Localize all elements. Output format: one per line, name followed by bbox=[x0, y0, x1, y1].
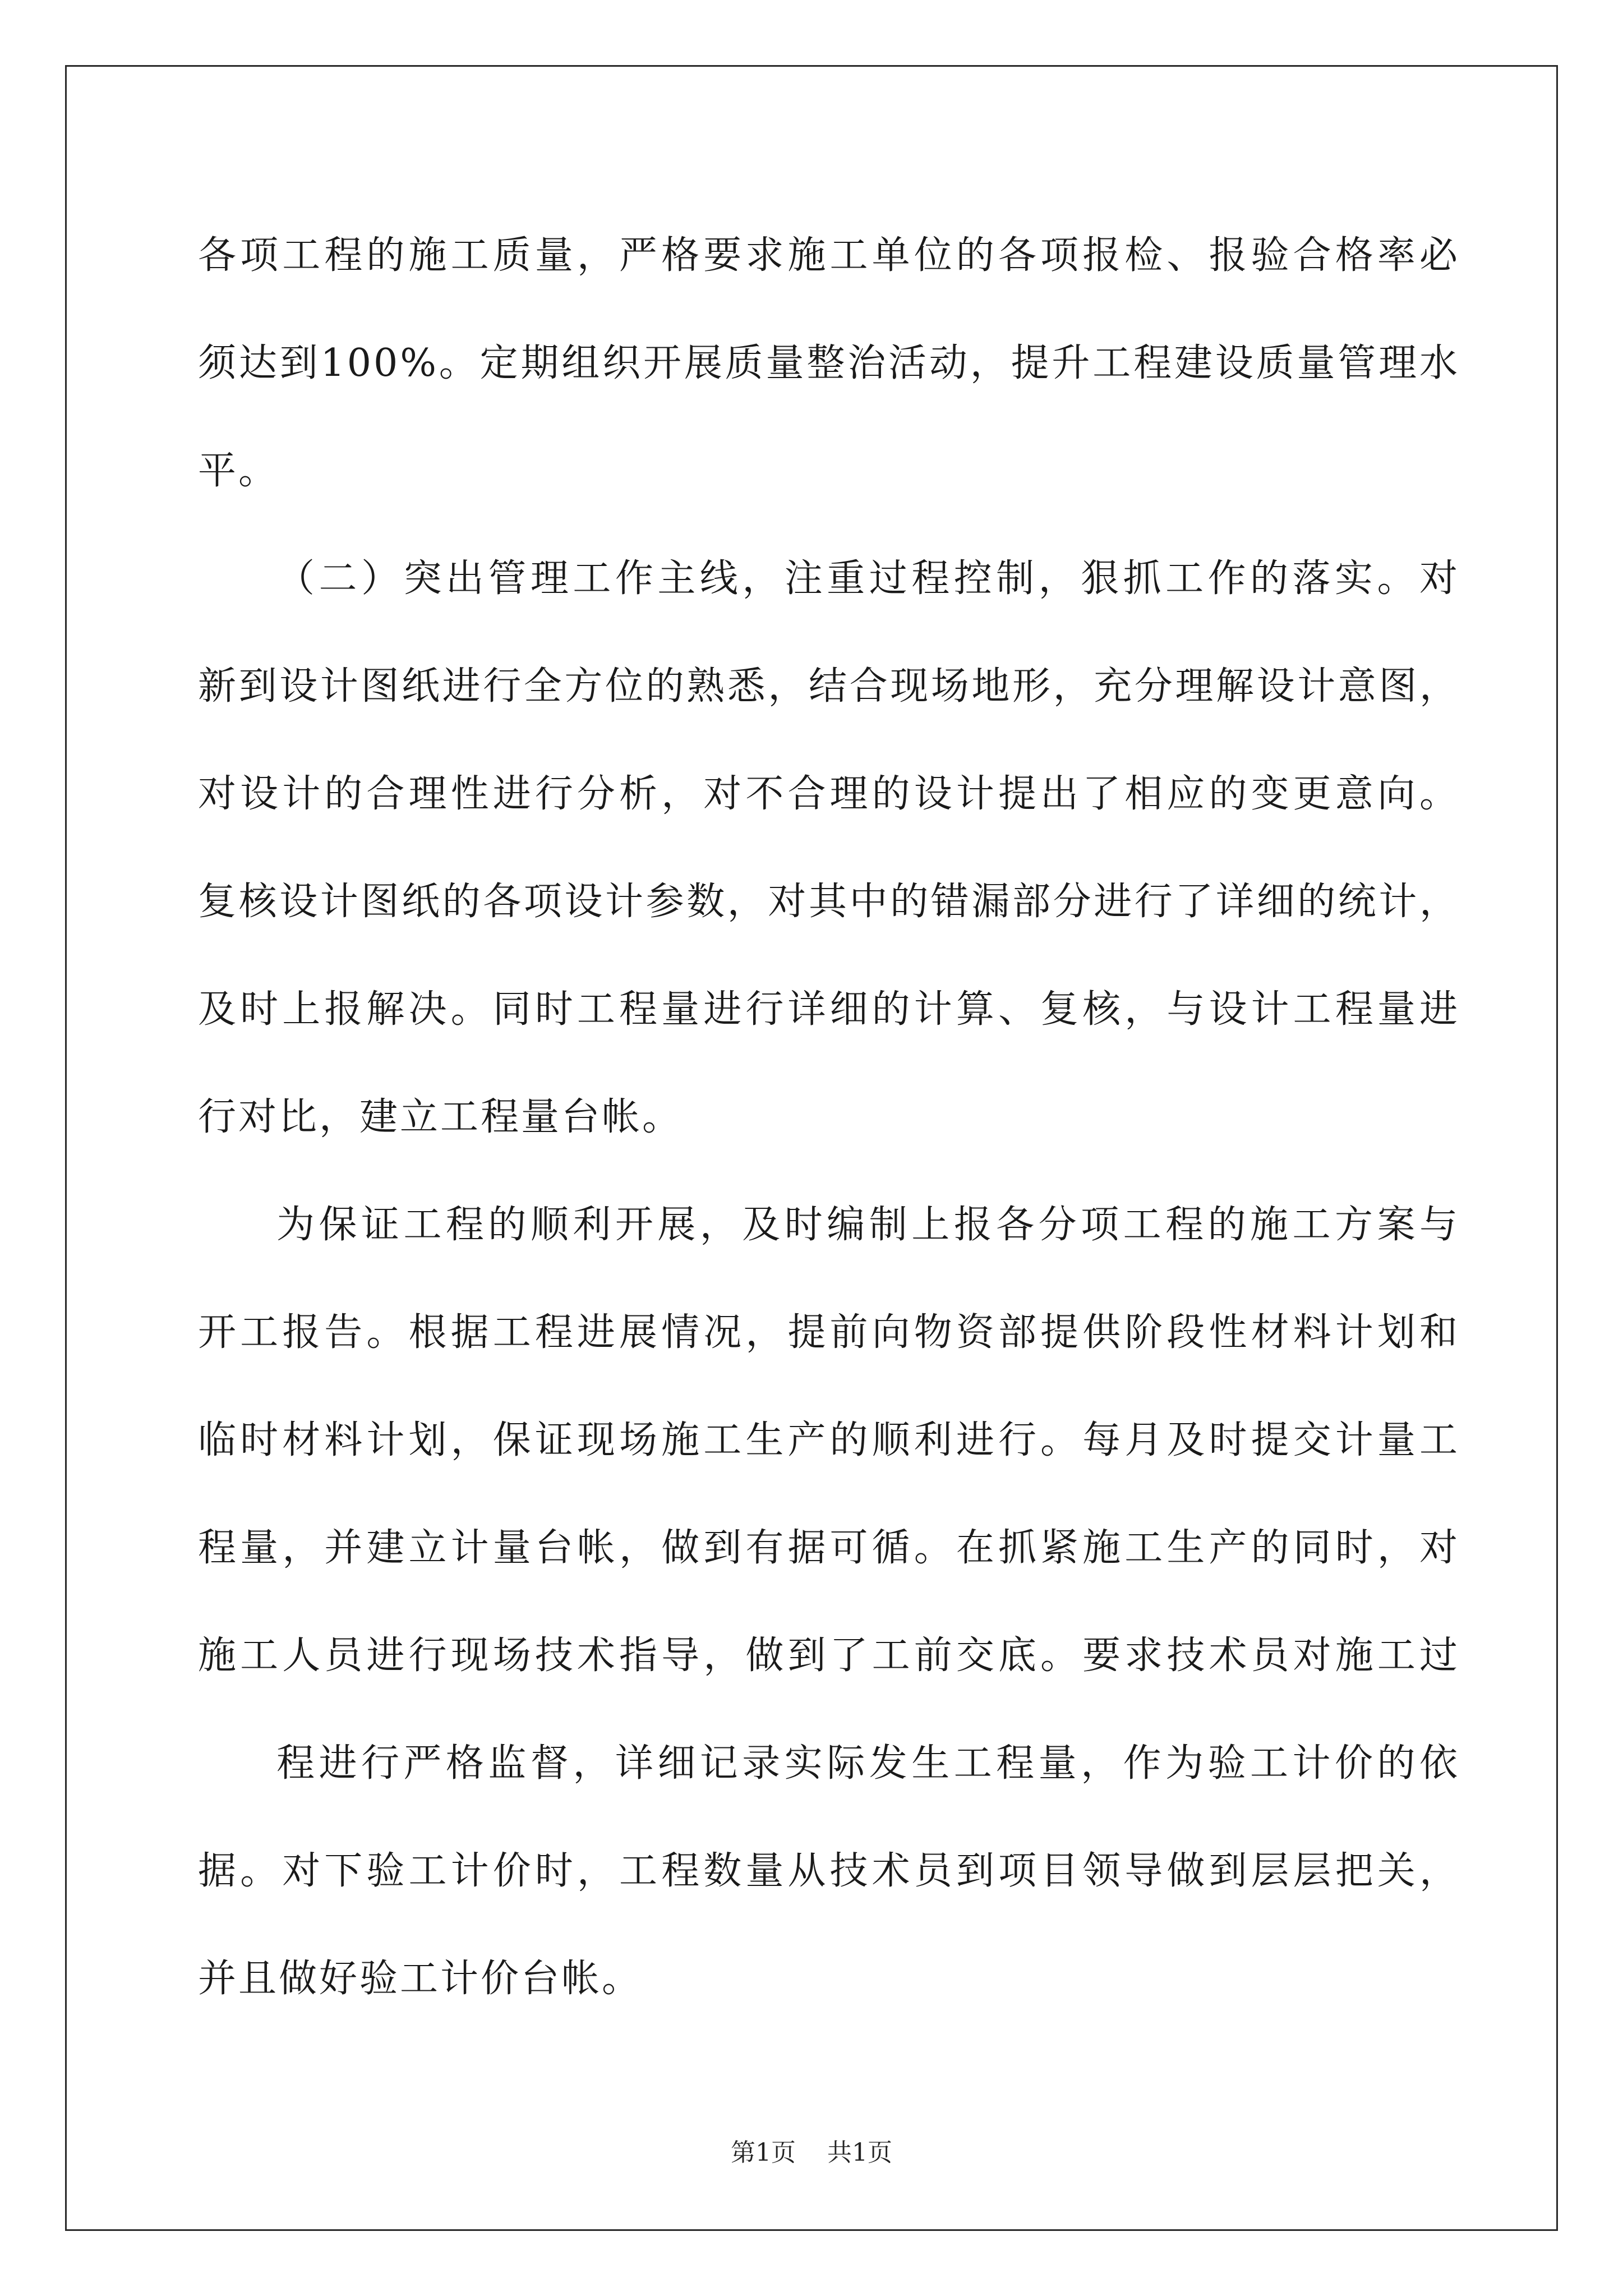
text-line: 行对比，建立工程量台帐。 bbox=[198, 1095, 683, 1139]
text-line: 施工人员进行现场技术指导，做到了工前交底。要求技术员对施工过 bbox=[198, 1634, 1460, 1678]
text-line: 开工报告。根据工程进展情况，提前向物资部提供阶段性材料计划和 bbox=[198, 1310, 1460, 1355]
text-line: 及时上报解决。同时工程量进行详细的计算、复核，与设计工程量进 bbox=[198, 987, 1460, 1032]
text-line: （二）突出管理工作主线，注重过程控制，狠抓工作的落实。对 bbox=[276, 556, 1460, 601]
text-line: 各项工程的施工质量，严格要求施工单位的各项报检、报验合格率必 bbox=[198, 233, 1460, 278]
text-line: 平。 bbox=[198, 449, 279, 493]
text-line: 并且做好验工计价台帐。 bbox=[198, 1957, 643, 2001]
page-footer bbox=[0, 2136, 1623, 2170]
text-line: 为保证工程的顺利开展，及时编制上报各分项工程的施工方案与 bbox=[276, 1203, 1460, 1247]
page-number: 第1页 bbox=[731, 2138, 796, 2167]
text-line: 复核设计图纸的各项设计参数，对其中的错漏部分进行了详细的统计， bbox=[198, 880, 1460, 924]
text-line: 程进行严格监督，详细记录实际发生工程量，作为验工计价的依 bbox=[276, 1741, 1460, 1786]
text-line: 须达到100%。定期组织开展质量整治活动，提升工程建设质量管理水 bbox=[198, 341, 1460, 385]
text-line: 程量，并建立计量台帐，做到有据可循。在抓紧施工生产的同时，对 bbox=[198, 1526, 1460, 1570]
text-line: 据。对下验工计价时，工程数量从技术员到项目领导做到层层把关， bbox=[198, 1849, 1460, 1893]
document-body bbox=[198, 202, 1460, 2033]
text-line: 新到设计图纸进行全方位的熟悉，结合现场地形，充分理解设计意图， bbox=[198, 664, 1460, 708]
page-total: 共1页 bbox=[827, 2138, 892, 2167]
text-line: 对设计的合理性进行分析，对不合理的设计提出了相应的变更意向。 bbox=[198, 772, 1460, 816]
text-line: 临时材料计划，保证现场施工生产的顺利进行。每月及时提交计量工 bbox=[198, 1418, 1460, 1462]
